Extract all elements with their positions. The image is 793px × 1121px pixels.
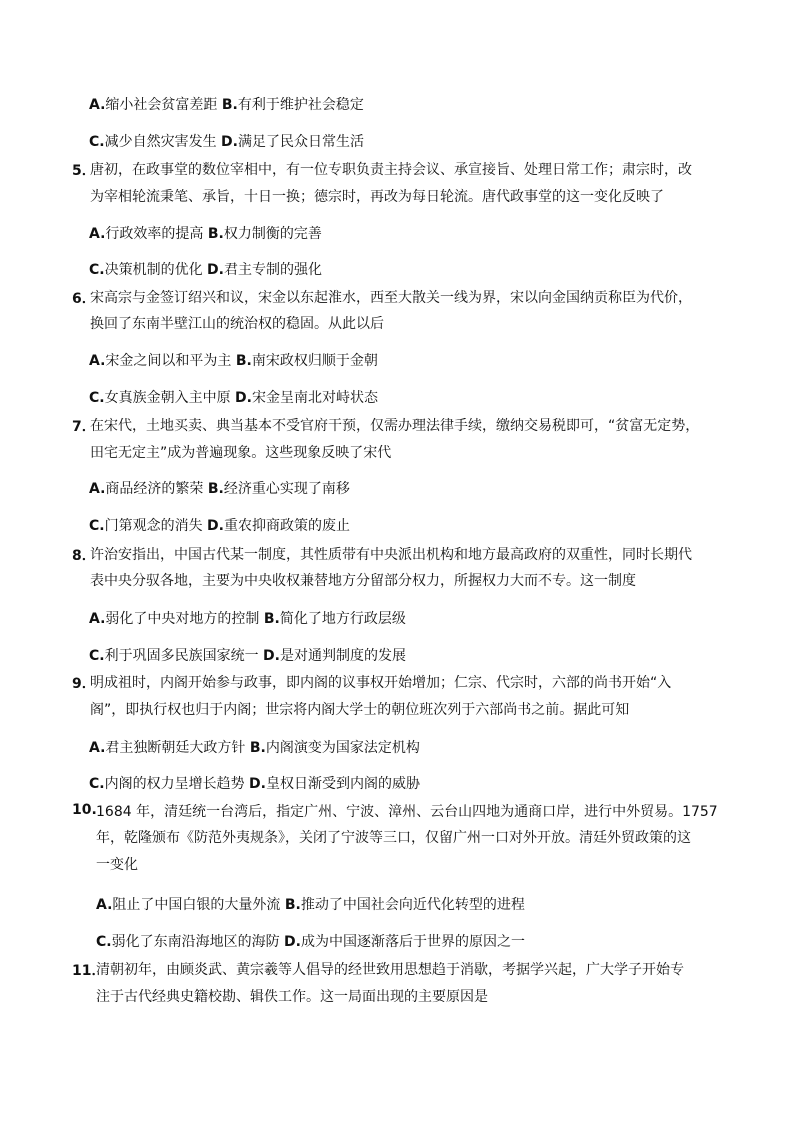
question-text: 为宰相轮流秉笔、承旨，十日一换；德宗时，再改为每日轮流。唐代政事堂的这一变化反映了 [90, 189, 664, 205]
question-text: 换回了东南半壁江山的统治权的稳固。从此以后 [90, 316, 384, 332]
option-row: A.行政效率的提高 B.权力制衡的完善 [89, 226, 322, 242]
option-row: C.女真族金朝入主中原 D.宋金呈南北对峙状态 [89, 390, 378, 406]
option-row: C.决策机制的优化 D.君主专制的强化 [89, 262, 322, 278]
option-row: A.阻止了中国白银的大量外流 B.推动了中国社会向近代化转型的进程 [96, 897, 525, 913]
question-text: 田宅无定主”成为普遍现象。这些现象反映了宋代 [90, 445, 392, 461]
question-text: 表中央分驭各地，主要为中央收权兼替地方分留部分权力，所握权力大而不专。这一制度 [90, 573, 636, 589]
question-text: 阁”，即执行权也归于内阁；世宗将内阁大学士的朝位班次列于六部尚书之前。据此可知 [90, 702, 630, 718]
option-row: A.缩小社会贫富差距 B.有利于维护社会稳定 [89, 97, 364, 113]
option-row: C.内阁的权力呈增长趋势 D.皇权日渐受到内阁的威胁 [89, 776, 420, 792]
question-text: 一变化 [96, 857, 138, 873]
question-text: 宋高宗与金签订绍兴和议，宋金以东起淮水，西至大散关一线为界，宋以向金国纳贡称臣为代价， [90, 290, 692, 306]
question-text: 在宋代，土地买卖、典当基本不受官府干预，仅需办理法律手续，缴纳交易税即可，“贫富无定势， [90, 418, 700, 434]
option-row: A.君主独断朝廷大政方针 B.内阁演变为国家法定机构 [89, 740, 420, 756]
option-row: C.门第观念的消失 D.重农抑商政策的废止 [89, 518, 350, 534]
question-text: 1684 年，清廷统一台湾后，指定广州、宁波、漳州、云台山四地为通商口岸，进行中外贸易。1757 [96, 804, 718, 820]
question-text: 注于古代经典史籍校勘、辑佚工作。这一局面出现的主要原因是 [96, 989, 488, 1005]
question-text: 唐初，在政事堂的数位宰相中，有一位专职负责主持会议、承宣接旨、处理日常工作；肃宗时，改 [90, 162, 692, 178]
exam-page: A.缩小社会贫富差距 B.有利于维护社会稳定 C.减少自然灾害发生 D.满足了民众日常生活 5． 唐初，在政事堂的数位宰相中，有一位专职负责主持会议、承宣接旨、处理日常工作；肃宗时，改 为宰相轮流秉笔、承旨，十日一换；德宗时，再改为每日轮流。唐代政事堂的这一变化反映了 A.行政效率的提高 B.权力制衡的完善 C.决策机制的优化 D.君主专制的强化 6． 宋高宗与金签订绍兴和议，宋金以东起淮水，西至大散关一线为界，宋以向金国纳贡称臣为代价， 换回了东南半壁江山的统治权的稳固。从此以后 A.宋金之间以和平为主 B.南宋政权归顺于金朝 C.女真族金朝入主中原 D.宋金呈南北对峙状态 7． 在宋代，土地买卖、典当基本不受官府干预，仅需办理法律手续，缴纳交易税即可，“贫富无定势， 田宅无定主”成为普遍现象。这些现象反映了宋代 A.商品经济的繁荣 B.经济重心实现了南移 C.门第观念的消失 D.重农抑商政策的废止 8． 许治安指出，中国古代某一制度，其性质带有中央派出机构和地方最高政府的双重性，同时长期代 表中央分驭各地，主要为中央收权兼替地方分留部分权力，所握权力大而不专。这一制度 A.弱化了中央对地方的控制 B.简化了地方行政层级 C.利于巩固多民族国家统一 D.是对通判制度的发展 9． 明成祖时，内阁开始参与政事，即内阁的议事权开始增加；仁宗、代宗时，六部的尚书开始“入 阁”，即执行权也归于内阁；世宗将内阁大学士的朝位班次列于六部尚书之前。据此可知 A.君主独断朝廷大政方针 B.内阁演变为国家法定机构 C.内阁的权力呈增长趋势 D.皇权日渐受到内阁的威胁 10. 1684 年，清廷统一台湾后，指定广州、宁波、漳州、云台山四地为通商口岸，进行中外贸易。1757 年，乾隆颁布《防范外夷规条》，关闭了宁波等三口，仅留广州一口对外开放。清廷外贸政策的这 一变化 A.阻止了中国白银的大量外流 B.推动了中国社会向近代化转型的进程 C.弱化了东南沿海地区的海防 D.成为中国逐渐落后于世界的原因之一 11． 清朝初年，由顾炎武、黄宗羲等人倡导的经世致用思想趋于消歇，考据学兴起，广大学子开始专 注于古代经典史籍校勘、辑佚工作。这一局面出现的主要原因是 [72, 97, 718, 1005]
question-text: 许治安指出，中国古代某一制度，其性质带有中央派出机构和地方最高政府的双重性，同时长期代 [90, 547, 692, 563]
option-row: A.宋金之间以和平为主 B.南宋政权归顺于金朝 [89, 353, 378, 369]
option-row: C.减少自然灾害发生 D.满足了民众日常生活 [89, 134, 364, 150]
option-row: C.利于巩固多民族国家统一 D.是对通判制度的发展 [89, 648, 406, 664]
question-text: 清朝初年，由顾炎武、黄宗羲等人倡导的经世致用思想趋于消歇，考据学兴起，广大学子开始专 [96, 962, 684, 978]
option-row: A.商品经济的繁荣 B.经济重心实现了南移 [89, 481, 350, 497]
option-row: A.弱化了中央对地方的控制 B.简化了地方行政层级 [89, 611, 406, 627]
option-row: C.弱化了东南沿海地区的海防 D.成为中国逐渐落后于世界的原因之一 [96, 934, 525, 950]
question-text: 明成祖时，内阁开始参与政事，即内阁的议事权开始增加；仁宗、代宗时，六部的尚书开始“入 [90, 675, 672, 691]
question-text: 年，乾隆颁布《防范外夷规条》，关闭了宁波等三口，仅留广州一口对外开放。清廷外贸政策的这 [96, 830, 691, 846]
